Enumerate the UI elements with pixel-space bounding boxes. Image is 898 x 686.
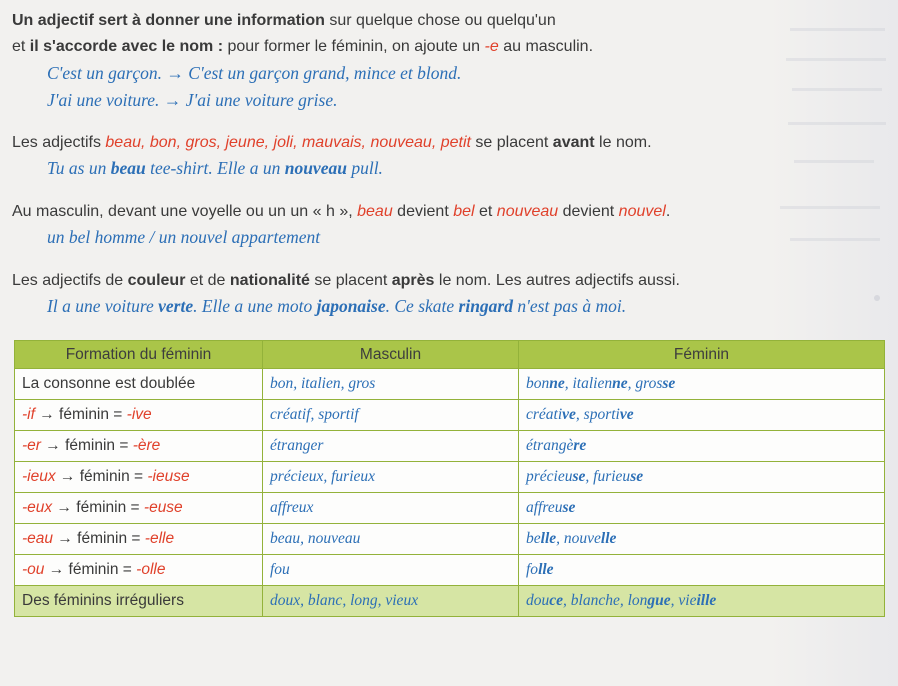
feminine-ending: gue: [647, 592, 671, 609]
feminine-ending: ne: [549, 375, 565, 392]
example-voyelle: un bel homme / un nouvel appartement: [47, 227, 321, 247]
rule-suffix-masc: -er: [22, 437, 41, 454]
feminine-ending: ce: [549, 592, 564, 609]
rule-suffix-fem: -olle: [136, 561, 166, 578]
rule-suffix-masc: -if: [22, 406, 35, 423]
rule-arrow-text: → féminin =: [53, 530, 145, 547]
word-stem: étrangè: [526, 437, 574, 454]
word-stem: précieu: [526, 468, 573, 485]
feminin-cell: [519, 493, 885, 524]
rule-suffix-masc: -ieux: [22, 468, 56, 485]
word-stem: , nouve: [556, 530, 601, 547]
rule-cell: [15, 431, 263, 462]
masculin-cell: fou: [263, 555, 519, 586]
table-row: [15, 400, 885, 431]
feminin-cell: [519, 431, 885, 462]
rule-cell: Des féminins irréguliers: [15, 586, 263, 617]
masculin-cell: beau, nouveau: [263, 524, 519, 555]
rule-arrow-text: → féminin =: [52, 499, 144, 516]
masculin-cell: créatif, sportif: [263, 400, 519, 431]
feminine-ending: re: [573, 437, 587, 454]
feminine-formation-table: [14, 340, 885, 617]
feminine-ending: ve: [619, 406, 634, 423]
rule-cell: La consonne est doublée: [15, 369, 263, 400]
table-row: [15, 524, 885, 555]
feminine-ending: se: [572, 468, 586, 485]
word-stem: bon: [526, 375, 550, 392]
feminine-ending: se: [630, 468, 644, 485]
example-2: J'ai une voiture. → J'ai une voiture grise.: [47, 90, 338, 110]
feminine-ending: lle: [538, 561, 554, 578]
example-avant: Tu as un beau tee-shirt. Elle a un nouveau pull.: [47, 158, 383, 178]
rule-cell: [15, 493, 263, 524]
feminine-ending: se: [562, 499, 576, 516]
table-row: [15, 369, 885, 400]
feminine-ending: ille: [696, 592, 717, 609]
rule-arrow-text: → féminin =: [40, 437, 133, 454]
rule-cell: [15, 524, 263, 555]
word-stem: affreu: [526, 499, 563, 516]
header-formation: Formation du féminin: [15, 341, 263, 369]
feminin-cell: [519, 369, 885, 400]
header-feminin: Féminin: [519, 341, 885, 369]
word-stem: dou: [526, 592, 550, 609]
rule-arrow-text: → féminin =: [34, 406, 127, 423]
intro-line-2: et il s'accorde avec le nom : pour former le féminin, on ajoute un -e au masculin.: [12, 38, 594, 55]
word-stem: fo: [526, 561, 539, 578]
masculin-cell: étranger: [263, 431, 519, 462]
rule-suffix-fem: -ieuse: [147, 468, 190, 485]
table-row: [15, 586, 885, 617]
table-row: [15, 555, 885, 586]
feminine-ending: se: [662, 375, 676, 392]
feminine-ending: ve: [562, 406, 576, 423]
feminin-cell: [519, 462, 885, 493]
word-stem: , vie: [670, 592, 697, 609]
rule-avant: Les adjectifs beau, bon, gros, jeune, joli, mauvais, nouveau, petit se placent avant le nom.: [12, 134, 652, 151]
header-masculin: Masculin: [263, 341, 519, 369]
table-row: [15, 431, 885, 462]
table-row: [15, 493, 885, 524]
rule-suffix-masc: -ou: [22, 561, 45, 578]
rule-apres: Les adjectifs de couleur et de nationalité se placent après le nom. Les autres adjectifs aussi.: [12, 272, 680, 289]
rule-suffix-fem: -ère: [132, 437, 161, 454]
intro-line-1: Un adjectif sert à donner une information sur quelque chose ou quelqu'un: [12, 12, 556, 29]
feminine-ending: lle: [540, 530, 557, 547]
rule-suffix-fem: -elle: [144, 530, 175, 547]
word-stem: , sporti: [575, 406, 620, 423]
feminin-cell: [519, 400, 885, 431]
word-stem: be: [526, 530, 541, 547]
rule-cell: [15, 555, 263, 586]
rule-cell: [15, 462, 263, 493]
rule-suffix-masc: -eux: [22, 499, 53, 516]
rule-suffix-fem: -euse: [143, 499, 183, 516]
feminine-ending: ne: [612, 375, 628, 392]
rule-arrow-text: → féminin =: [55, 468, 148, 485]
feminin-cell: [519, 586, 885, 617]
rule-cell: [15, 400, 263, 431]
word-stem: , italien: [564, 375, 613, 392]
rule-suffix-masc: -eau: [22, 530, 54, 547]
word-stem: créati: [526, 406, 563, 423]
rule-voyelle: Au masculin, devant une voyelle ou un un « h », beau devient bel et nouveau devient nouvel.: [12, 203, 671, 220]
example-apres: Il a une voiture verte. Elle a une moto japonaise. Ce skate ringard n'est pas à moi.: [47, 296, 627, 316]
feminin-cell: [519, 524, 885, 555]
masculin-cell: affreux: [263, 493, 519, 524]
table-row: [15, 462, 885, 493]
word-stem: , furieu: [585, 468, 631, 485]
rule-arrow-text: → féminin =: [44, 561, 137, 578]
feminin-cell: [519, 555, 885, 586]
word-stem: , gros: [627, 375, 663, 392]
masculin-cell: précieux, furieux: [263, 462, 519, 493]
example-1: C'est un garçon. → C'est un garçon grand, mince et blond.: [47, 63, 462, 83]
masculin-cell: doux, blanc, long, vieux: [263, 586, 519, 617]
masculin-cell: bon, italien, gros: [263, 369, 519, 400]
feminine-ending: lle: [600, 530, 617, 547]
rule-suffix-fem: -ive: [126, 406, 152, 423]
table-header-row: [15, 341, 885, 369]
word-stem: , blanche, lon: [563, 592, 648, 609]
